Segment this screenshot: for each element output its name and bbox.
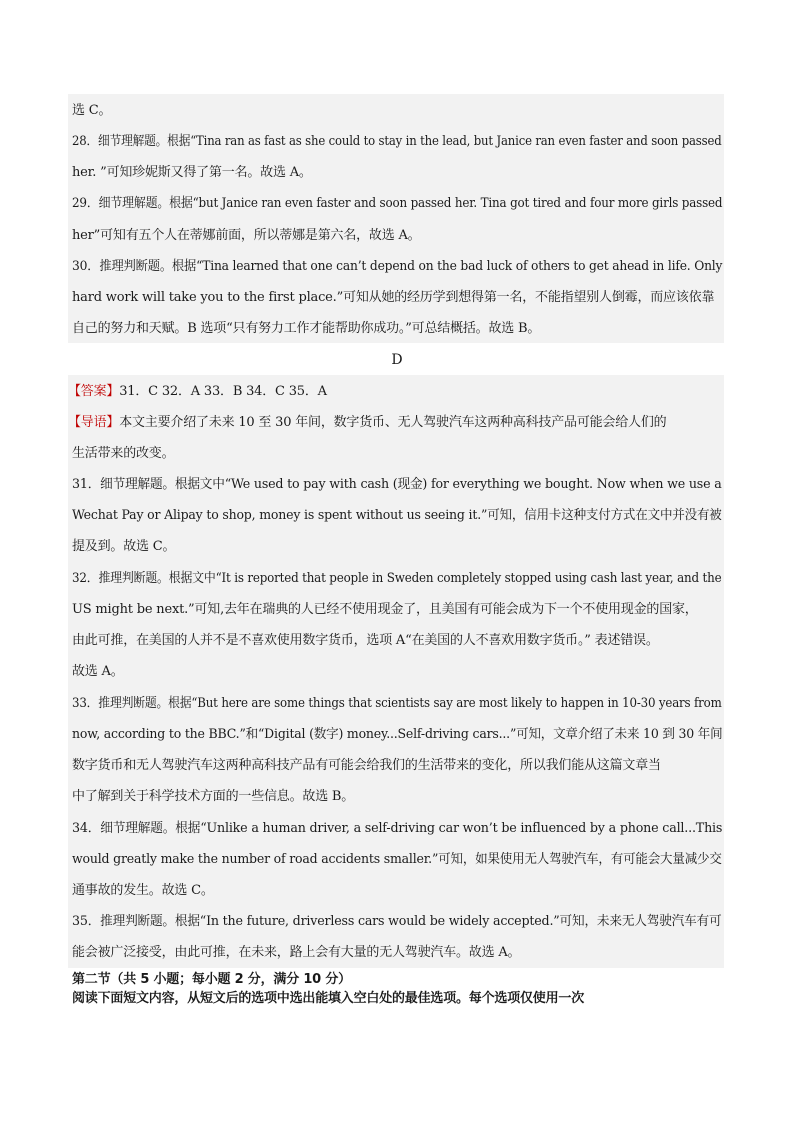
- explanation-line: US might be next.”可知,去年在瑞典的人已经不使用现金了，且美国有可能会成为下一个不使用现金的国家，: [72, 602, 698, 617]
- explanation-line: 32．推理判断题。根据文中“It is reported that people in Sweden completely stopped using cash last year, and the: [72, 571, 722, 586]
- explanation-line: 由此可推，在美国的人并不是不喜欢使用数字货币，选项 A“在美国的人不喜欢用数字货币。” 表述错误。: [72, 633, 659, 648]
- explanation-line: Wechat Pay or Alipay to shop, money is spent without us seeing it.”可知，信用卡这种支付方式在文中并没有被: [72, 508, 722, 523]
- section-d-explanations: [68, 375, 724, 968]
- guide-text: 本文主要介绍了未来 10 至 30 年间，数字货币、无人驾驶汽车这两种高科技产品可能会给人们的: [119, 415, 667, 430]
- explanation-line: 能会被广泛接受，由此可推，在未来，路上会有大量的无人驾驶汽车。故选 A。: [72, 945, 521, 960]
- explanation-line: 29．细节理解题。根据“but Janice ran even faster and soon passed her. Tina got tired and four more girls passed: [72, 196, 723, 211]
- answer-line: [68, 384, 327, 400]
- section-d-label: D: [391, 352, 403, 368]
- answer-tag: 【答案】: [68, 384, 120, 399]
- explanation-line: 数字货币和无人驾驶汽车这两种高科技产品有可能会给我们的生活带来的变化，所以我们能从这篇文章当: [72, 758, 661, 773]
- explanation-line: 故选 A。: [72, 664, 124, 679]
- explanation-line: 提及到。故选 C。: [72, 539, 176, 554]
- explanation-line: would greatly make the number of road accidents smaller.”可知，如果使用无人驾驶汽车，有可能会大量减少交: [72, 852, 722, 867]
- explanation-line: now, according to the BBC.”和“Digital (数字) money...Self-driving cars...”可知，文章介绍了未来 10 到 30 年间: [72, 727, 723, 742]
- section-two-heading: 第二节（共 5 小题；每小题 2 分，满分 10 分）: [72, 972, 351, 987]
- explanation-line: 生活带来的改变。: [72, 446, 175, 461]
- explanation-line: her”可知有五个人在蒂娜前面，所以蒂娜是第六名，故选 A。: [72, 228, 421, 243]
- guide-tag: 【导语】: [68, 415, 120, 430]
- explanation-line: hard work will take you to the first place.”可知从她的经历学到想得第一名，不能指望别人倒霉，而应该依靠: [72, 290, 715, 305]
- explanation-line: 31．细节理解题。根据文中“We used to pay with cash (现金) for everything we bought. Now when we use a: [72, 477, 722, 492]
- guide-line: [68, 415, 666, 431]
- explanation-line: 35．推理判断题。根据“In the future, driverless cars would be widely accepted.”可知，未来无人驾驶汽车有可: [72, 914, 722, 929]
- answer-text: 31．C 32．A 33．B 34．C 35．A: [119, 384, 327, 399]
- explanation-line: 34．细节理解题。根据“Unlike a human driver, a self-driving car won’t be influenced by a phone call...This: [72, 821, 723, 836]
- explanation-line: 通事故的发生。故选 C。: [72, 883, 214, 898]
- section-c-explanations: [68, 94, 724, 343]
- explanation-line: 30．推理判断题。根据“Tina learned that one can’t depend on the bad luck of others to get ahead in life. Only: [72, 259, 723, 274]
- explanation-line: 自己的努力和天赋。B 选项“只有努力工作才能帮助你成功。”可总结概括。故选 B。: [72, 321, 541, 336]
- section-two-instruction: 阅读下面短文内容，从短文后的选项中选出能填入空白处的最佳选项。每个选项仅使用一次: [72, 991, 585, 1006]
- explanation-line: 选 C。: [72, 103, 112, 118]
- explanation-line: 中了解到关于科学技术方面的一些信息。故选 B。: [72, 789, 355, 804]
- explanation-line: 28．细节理解题。根据“Tina ran as fast as she could to stay in the lead, but Janice ran even faster and soon passed: [72, 134, 722, 149]
- explanation-line: 33．推理判断题。根据“But here are some things that scientists say are most likely to happen in 10-30 years from: [72, 696, 722, 711]
- explanation-line: her. ”可知珍妮斯又得了第一名。故选 A。: [72, 165, 312, 180]
